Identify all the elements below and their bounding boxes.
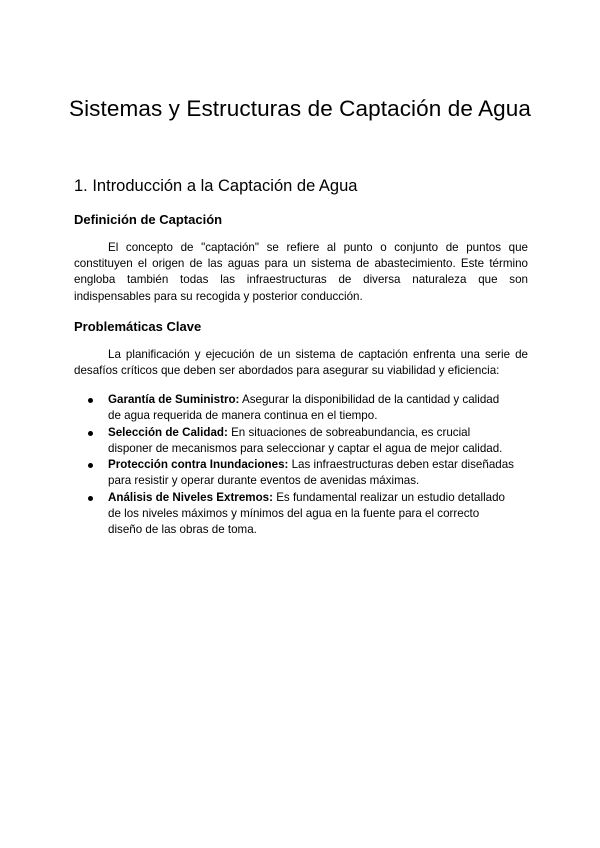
list-item-term: Protección contra Inundaciones:	[108, 458, 289, 472]
list-item-term: Selección de Calidad:	[108, 425, 228, 439]
list-item	[74, 425, 514, 458]
list-item	[74, 490, 514, 539]
list-item-text: Las infraestructuras deben estar diseñadas para resistir y operar durante eventos de avenidas máximas.	[108, 458, 514, 488]
list-item-text: En situaciones de sobreabundancia, es crucial disponer de mecanismos para seleccionar y captar el agua de mejor calidad.	[108, 425, 503, 455]
list-item-term: Garantía de Suministro:	[108, 393, 240, 406]
bullet-icon	[88, 463, 93, 468]
list-item	[74, 457, 514, 490]
list-item-text: Es fundamental realizar un estudio detallado de los niveles máximos y mínimos del agua en la fuente para el correcto diseño de las obras de toma.	[108, 490, 505, 537]
problems-list	[74, 392, 514, 539]
definition-heading: Definición de Captación	[74, 212, 223, 227]
document-title: Sistemas y Estructuras de Captación de Agua	[68, 96, 532, 121]
list-item-term: Análisis de Niveles Extremos:	[108, 490, 273, 504]
section-heading: 1. Introducción a la Captación de Agua	[74, 177, 358, 195]
bullet-icon	[88, 431, 93, 436]
list-item-text: Asegurar la disponibilidad de la cantidad y calidad de agua requerida de manera continua en el tiempo.	[108, 393, 500, 423]
list-item	[74, 392, 514, 425]
bullet-icon	[88, 398, 93, 403]
bullet-icon	[88, 496, 93, 501]
problems-heading: Problemáticas Clave	[74, 319, 202, 334]
problems-paragraph: La planificación y ejecución de un sistema de captación enfrenta una serie de desafíos críticos que deben ser abordados para asegurar su viabilidad y eficiencia:	[74, 348, 528, 378]
definition-paragraph: El concepto de "captación" se refiere al punto o conjunto de puntos que constituyen el origen de las aguas para un sistema de abastecimiento. Este término engloba también todas las infraestructuras de diversa naturaleza que son indispensables para su recogida y posterior conducción.	[74, 241, 528, 303]
